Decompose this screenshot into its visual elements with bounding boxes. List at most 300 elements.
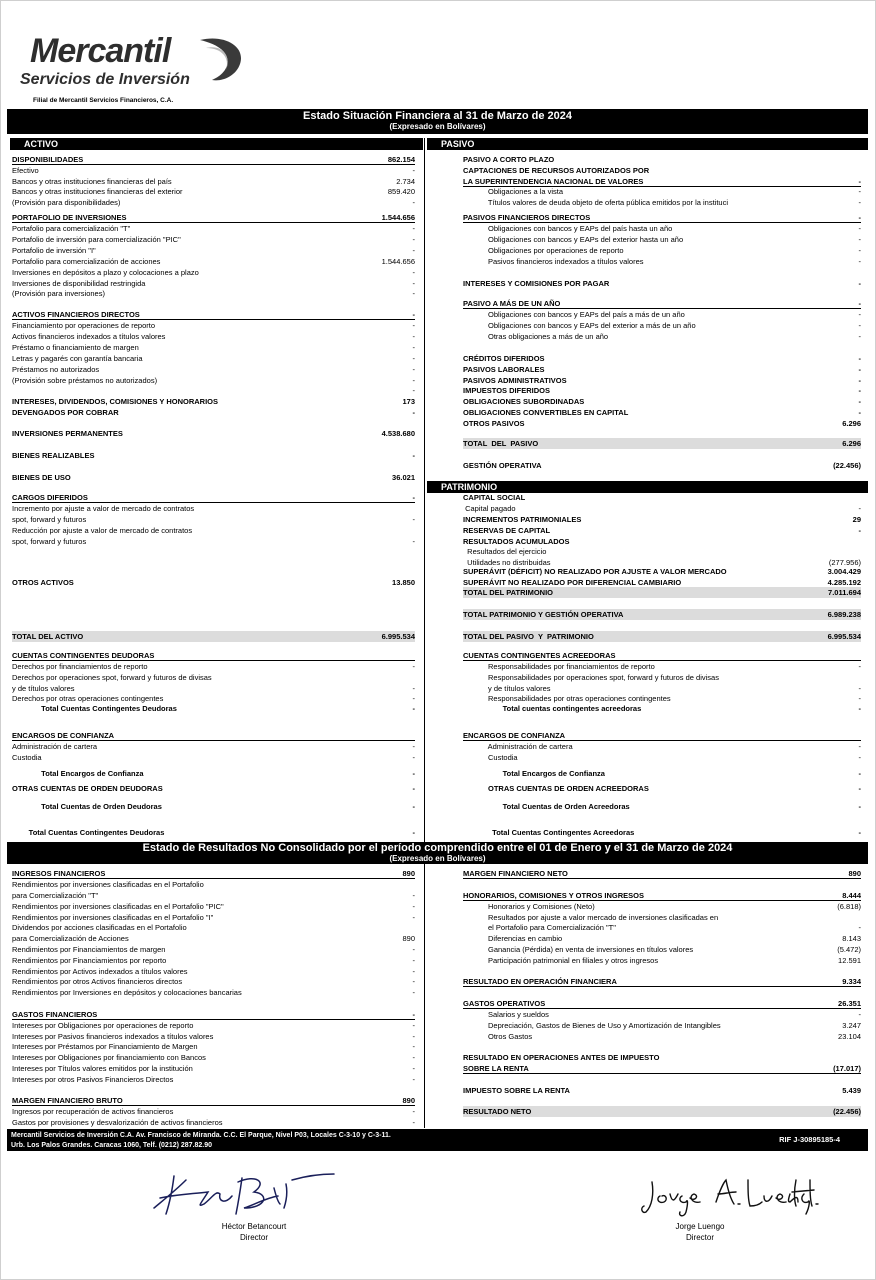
statement-row	[463, 1009, 861, 1020]
statement-row	[463, 631, 861, 642]
row-label: Dividendos por acciones clasificadas en el Portafolio	[12, 923, 187, 932]
row-value: 9.334	[842, 977, 861, 986]
statement-row	[463, 768, 861, 779]
row-value: 5.439	[842, 1086, 861, 1095]
row-label: Derechos por otras operaciones contingentes	[12, 694, 164, 703]
statement-row	[12, 223, 415, 234]
statement-row	[463, 901, 861, 912]
row-value: 4.538.680	[381, 429, 415, 438]
row-label: Obligaciones por operaciones de reporto	[463, 246, 624, 255]
statement-row	[463, 1085, 861, 1096]
balance-title: Estado Situación Financiera al 31 de Marzo de 2024	[303, 110, 572, 122]
row-value: (277.956)	[828, 558, 861, 567]
row-value: -	[858, 198, 861, 207]
row-label: Rendimientos por inversiones clasificadas en el Portafolio "PIC"	[12, 902, 224, 911]
row-value: 890	[402, 934, 415, 943]
statement-row	[463, 955, 861, 966]
row-label: IMPUESTO SOBRE LA RENTA	[463, 1086, 570, 1095]
row-value: -	[412, 769, 415, 778]
row-label: Intereses por Préstamos por Financiamiento de Margen	[12, 1042, 198, 1051]
row-value: -	[412, 354, 415, 363]
row-value: -	[858, 684, 861, 693]
row-label: Rendimientos por Financiamientos de margen	[12, 945, 166, 954]
row-value: -	[412, 802, 415, 811]
row-label: PASIVOS ADMINISTRATIVOS	[463, 376, 567, 385]
row-label: Otros Gastos	[463, 1032, 533, 1041]
statement-row	[12, 536, 415, 547]
row-value: -	[412, 321, 415, 330]
row-label: IMPUESTOS DIFERIDOS	[463, 386, 550, 395]
statement-row	[463, 661, 861, 672]
row-label: CUENTAS CONTINGENTES DEUDORAS	[12, 651, 155, 660]
row-label: PASIVO A CORTO PLAZO	[463, 155, 555, 164]
row-label: Intereses por Pasivos financieros indexados a títulos valores	[12, 1032, 214, 1041]
row-value: -	[412, 742, 415, 751]
statement-row	[12, 267, 415, 278]
row-value: -	[858, 504, 861, 513]
row-value: -	[412, 1075, 415, 1084]
row-label: spot, forward y futuros	[12, 537, 87, 546]
row-label: INVERSIONES PERMANENTES	[12, 429, 123, 438]
row-value: -	[858, 694, 861, 703]
row-label: SUPERÁVIT NO REALIZADO POR DIFERENCIAL CAMBIARIO	[463, 578, 682, 587]
row-label: OTRAS CUENTAS DE ORDEN DEUDORAS	[12, 784, 163, 793]
statement-row	[12, 933, 415, 944]
row-value: -	[412, 537, 415, 546]
row-label: CAPTACIONES DE RECURSOS AUTORIZADOS POR	[463, 166, 650, 175]
row-label: GASTOS OPERATIVOS	[463, 999, 546, 1008]
row-label: RESULTADOS ACUMULADOS	[463, 537, 570, 546]
statement-row	[12, 514, 415, 525]
row-label: Responsabilidades por financiamientos de reporto	[463, 662, 655, 671]
row-value: -	[412, 279, 415, 288]
row-value: -	[412, 166, 415, 175]
statement-row	[12, 801, 415, 812]
statement-row	[463, 703, 861, 714]
row-value: 890	[848, 869, 861, 878]
row-value: 890	[402, 1096, 415, 1105]
row-label: CARGOS DIFERIDOS	[12, 493, 88, 502]
row-label: MARGEN FINANCIERO NETO	[463, 869, 568, 878]
row-value: -	[412, 515, 415, 524]
row-value: 859.420	[387, 187, 415, 196]
statement-row	[12, 396, 415, 407]
row-label: Resultados del ejercicio	[463, 547, 547, 556]
statement-row	[12, 1052, 415, 1063]
row-value: -	[858, 386, 861, 395]
statement-row	[12, 1041, 415, 1052]
row-value: (6.818)	[837, 902, 861, 911]
row-label: Rendimientos por inversiones clasificadas en el Portafolio "I"	[12, 913, 214, 922]
column-divider	[424, 138, 425, 842]
row-value: -	[858, 246, 861, 255]
row-label: RESULTADO NETO	[463, 1107, 532, 1116]
row-value: -	[412, 235, 415, 244]
row-label: RESULTADO EN OPERACIÓN FINANCIERA	[463, 977, 617, 986]
statement-row	[463, 1052, 861, 1063]
row-value: -	[412, 913, 415, 922]
statement-row	[463, 976, 861, 987]
row-label: TOTAL DEL PATRIMONIO	[463, 588, 553, 597]
row-label: SOBRE LA RENTA	[463, 1064, 529, 1073]
row-label: Honorarios y Comisiones (Neto)	[463, 902, 595, 911]
row-label: OTRAS CUENTAS DE ORDEN ACREEDORAS	[463, 784, 649, 793]
statement-row	[12, 525, 415, 536]
row-value: -	[412, 198, 415, 207]
row-label: Resultados por ajuste a valor mercado de inversiones clasificadas en	[463, 913, 719, 922]
row-value: -	[858, 235, 861, 244]
row-label: y de títulos valores	[463, 684, 551, 693]
row-label: RESERVAS DE CAPITAL	[463, 526, 551, 535]
row-value: -	[858, 408, 861, 417]
row-label: el Portafolio para Comercialización "T"	[463, 923, 616, 932]
row-value: 13.850	[392, 578, 415, 587]
row-label: Intereses por Obligaciones por financiamiento con Bancos	[12, 1053, 206, 1062]
statement-row	[463, 827, 861, 838]
row-label: Portafolio de inversión para comercialización "PIC"	[12, 235, 181, 244]
row-label: Total Cuentas Contingentes Deudoras	[12, 828, 165, 837]
row-value: 3.247	[842, 1021, 861, 1030]
row-value: 173	[402, 397, 415, 406]
row-value: 23.104	[838, 1032, 861, 1041]
statement-row	[12, 154, 415, 165]
row-label: Responsabilidades por otras operaciones contingentes	[463, 694, 671, 703]
row-label: Préstamos no autorizados	[12, 365, 100, 374]
statement-row	[12, 987, 415, 998]
statement-row	[12, 827, 415, 838]
statement-row	[12, 944, 415, 955]
statement-row	[12, 472, 415, 483]
row-label: GASTOS FINANCIEROS	[12, 1010, 98, 1019]
row-label: Diferencias en cambio	[463, 934, 563, 943]
statement-row	[12, 1106, 415, 1117]
row-label: LA SUPERINTENDENCIA NACIONAL DE VALORES	[463, 177, 644, 186]
row-value: 6.995.534	[827, 632, 861, 641]
balance-subtitle: (Expresado en Bolívares)	[389, 121, 486, 131]
statement-row	[12, 741, 415, 752]
row-value: 8.444	[842, 891, 861, 900]
row-value: -	[412, 1064, 415, 1073]
row-value: -	[412, 684, 415, 693]
row-label: DEVENGADOS POR COBRAR	[12, 408, 119, 417]
statement-row	[463, 998, 861, 1009]
row-label: para Comercialización "T"	[12, 891, 99, 900]
statement-row	[12, 245, 415, 256]
row-value: -	[412, 310, 415, 319]
row-value: 3.004.429	[827, 567, 861, 576]
row-value: 6.995.534	[381, 632, 415, 641]
row-label: OTROS ACTIVOS	[12, 578, 74, 587]
statement-row	[12, 1095, 415, 1106]
footer-address-line1: Mercantil Servicios de Inversión C.A. Av. Francisco de Miranda. C.C. El Parque, Nivel P03, Locales C-3-10 y C-3-11.	[11, 1132, 391, 1139]
row-value: -	[858, 662, 861, 671]
row-value: -	[412, 988, 415, 997]
row-label: PORTAFOLIO DE INVERSIONES	[12, 213, 127, 222]
brand-logo-text: Mercantil	[30, 32, 171, 70]
statement-row	[12, 186, 415, 197]
statement-row	[463, 1031, 861, 1042]
row-label: Administración de cartera	[463, 742, 573, 751]
row-value: -	[858, 321, 861, 330]
row-label: TOTAL PATRIMONIO Y GESTIÓN OPERATIVA	[463, 610, 624, 619]
statement-row	[463, 783, 861, 794]
statement-row	[463, 1106, 861, 1117]
statement-row	[12, 768, 415, 779]
statement-row	[12, 631, 415, 642]
row-label: BIENES REALIZABLES	[12, 451, 95, 460]
row-label: Ganancia (Pérdida) en venta de inversiones en títulos valores	[463, 945, 694, 954]
row-value: -	[412, 977, 415, 986]
statement-row	[12, 730, 415, 741]
statement-row	[463, 730, 861, 741]
brand-swoosh-icon	[196, 36, 246, 82]
row-value: 4.285.192	[827, 578, 861, 587]
row-value: -	[412, 408, 415, 417]
statement-row	[463, 1020, 861, 1031]
row-value: -	[412, 945, 415, 954]
row-value: 1.544.656	[381, 257, 415, 266]
row-value: 7.011.694	[828, 588, 861, 597]
statement-row	[463, 438, 861, 449]
row-label: Títulos valores de deuda objeto de oferta pública emitidos por la instituci	[463, 198, 729, 207]
statement-row	[12, 492, 415, 503]
row-label: Rendimientos por Activos indexados a títulos valores	[12, 967, 188, 976]
row-label: Portafolio para comercialización de acciones	[12, 257, 161, 266]
row-value: (22.456)	[833, 1107, 861, 1116]
statement-row	[463, 396, 861, 407]
signature-name-2: Jorge Luengo	[675, 1222, 725, 1231]
row-label: Rendimientos por Inversiones en depósitos y colocaciones bancarias	[12, 988, 242, 997]
row-value: -	[412, 956, 415, 965]
row-value: -	[412, 1107, 415, 1116]
statement-row	[463, 609, 861, 620]
activo-header: ACTIVO	[10, 138, 423, 150]
row-label: Inversiones de disponibilidad restringida	[12, 279, 146, 288]
row-value: -	[412, 246, 415, 255]
row-label: Rendimientos por inversiones clasificadas en el Portafolio	[12, 880, 204, 889]
brand-subtitle: Servicios de Inversión	[20, 71, 190, 88]
row-value: -	[858, 704, 861, 713]
row-value: 6.296	[842, 439, 861, 448]
row-value: -	[858, 177, 861, 186]
row-label: Custodia	[12, 753, 42, 762]
row-label: DISPONIBILIDADES	[12, 155, 84, 164]
statement-row	[12, 212, 415, 223]
row-label: Incremento por ajuste a valor de mercado de contratos	[12, 504, 195, 513]
statement-row	[463, 672, 861, 683]
row-label: CRÉDITOS DIFERIDOS	[463, 354, 545, 363]
row-label: Total Encargos de Confianza	[463, 769, 605, 778]
row-value: -	[858, 332, 861, 341]
statement-row	[12, 503, 415, 514]
results-subtitle: (Expresado en Bolívares)	[389, 853, 486, 863]
row-value: -	[858, 742, 861, 751]
row-label: INTERESES, DIVIDENDOS, COMISIONES Y HONORARIOS	[12, 397, 219, 406]
row-value: -	[412, 967, 415, 976]
statement-row	[12, 288, 415, 299]
statement-row	[463, 165, 861, 176]
row-label: Utilidades no distribuidas	[463, 558, 551, 567]
row-value: 862.154	[387, 155, 415, 164]
statement-row	[463, 741, 861, 752]
row-label: CAPITAL SOCIAL	[463, 493, 526, 502]
statement-row	[12, 955, 415, 966]
row-label: Letras y pagarés con garantía bancaria	[12, 354, 143, 363]
row-value: -	[412, 1042, 415, 1051]
row-label: Intereses por Títulos valores emitidos por la institución	[12, 1064, 193, 1073]
statement-row	[12, 234, 415, 245]
statement-row	[12, 353, 415, 364]
statement-row	[463, 331, 861, 342]
row-value: -	[858, 923, 861, 932]
row-value: -	[412, 891, 415, 900]
row-value: 1.544.656	[381, 213, 415, 222]
row-value: -	[412, 1053, 415, 1062]
row-value: 26.351	[838, 999, 861, 1008]
row-label: Obligaciones con bancos y EAPs del exterior hasta un año	[463, 235, 684, 244]
statement-row	[12, 672, 415, 683]
row-value: 6.296	[842, 419, 861, 428]
row-label: para Comercialización de Acciones	[12, 934, 129, 943]
statement-row	[12, 407, 415, 418]
statement-row	[463, 503, 861, 514]
row-value: -	[858, 397, 861, 406]
row-label: Bancos y otras instituciones financieras del país	[12, 177, 172, 186]
row-value: -	[412, 828, 415, 837]
row-label: Capital pagado	[463, 504, 516, 513]
statement-row	[12, 1074, 415, 1085]
row-label: Efectivo	[12, 166, 39, 175]
row-value: 6.989.238	[827, 610, 861, 619]
statement-row	[12, 1020, 415, 1031]
statement-row	[463, 256, 861, 267]
row-label: OBLIGACIONES SUBORDINADAS	[463, 397, 585, 406]
row-label: PASIVOS LABORALES	[463, 365, 545, 374]
row-label: SUPERÁVIT (DÉFICIT) NO REALIZADO POR AJUSTE A VALOR MERCADO	[463, 567, 727, 576]
row-value: -	[858, 1010, 861, 1019]
column-divider	[424, 864, 425, 1128]
row-label: Bancos y otras instituciones financieras del exterior	[12, 187, 183, 196]
row-label: INGRESOS FINANCIEROS	[12, 869, 106, 878]
row-label: Gastos por provisiones y desvalorización de activos financieros	[12, 1118, 223, 1127]
row-label: BIENES DE USO	[12, 473, 71, 482]
row-label: Obligaciones con bancos y EAPs del exterior a más de un año	[463, 321, 696, 330]
statement-row	[463, 922, 861, 933]
statement-row	[463, 460, 861, 471]
statement-row	[12, 428, 415, 439]
row-label: Derechos por financiamientos de reporto	[12, 662, 148, 671]
statement-row	[463, 245, 861, 256]
row-value: -	[412, 902, 415, 911]
row-label: TOTAL DEL PASIVO	[463, 439, 539, 448]
row-value: 890	[402, 869, 415, 878]
statement-row	[12, 256, 415, 267]
row-label: y de títulos valores	[12, 684, 75, 693]
footer-address-line2: Urb. Los Palos Grandes. Caracas 1060, Telf. (0212) 287.82.90	[11, 1141, 213, 1149]
row-value: -	[858, 784, 861, 793]
row-value: 12.591	[838, 956, 861, 965]
row-label: Responsabilidades por operaciones spot, forward y futuros de divisas	[463, 673, 719, 682]
row-label: (Provisión para inversiones)	[12, 289, 105, 298]
row-label: Otras obligaciones a más de un año	[463, 332, 609, 341]
row-value: -	[412, 662, 415, 671]
statement-row	[12, 901, 415, 912]
row-label: TOTAL DEL PASIVO Y PATRIMONIO	[463, 632, 594, 641]
row-value: -	[858, 213, 861, 222]
row-label: Total Cuentas Contingentes Deudoras	[12, 704, 177, 713]
statement-row	[463, 234, 861, 245]
row-value: -	[858, 187, 861, 196]
row-label: Obligaciones a la vista	[463, 187, 564, 196]
statement-row	[12, 783, 415, 794]
row-value: -	[858, 376, 861, 385]
row-label: Derechos por operaciones spot, forward y futuros de divisas	[12, 673, 212, 682]
row-value: -	[858, 224, 861, 233]
row-value: -	[412, 451, 415, 460]
statement-row	[12, 922, 415, 933]
row-label: Obligaciones con bancos y EAPs del país a más de un año	[463, 310, 685, 319]
statement-row	[463, 320, 861, 331]
statement-row	[12, 450, 415, 461]
statement-row	[463, 566, 861, 577]
statement-row	[12, 976, 415, 987]
statement-row	[463, 525, 861, 536]
row-value: -	[858, 802, 861, 811]
signature-hector	[146, 1168, 346, 1222]
row-label: Ingresos por recuperación de activos financieros	[12, 1107, 174, 1116]
row-value: 8.143	[842, 934, 861, 943]
row-label: MARGEN FINANCIERO BRUTO	[12, 1096, 123, 1105]
statement-row	[12, 364, 415, 375]
statement-row	[463, 197, 861, 208]
statement-row	[12, 890, 415, 901]
results-title: Estado de Resultados No Consolidado por el período comprendido entre el 01 de Enero y el 31 de Marzo de 2024	[142, 842, 733, 854]
row-label: TOTAL DEL ACTIVO	[12, 632, 84, 641]
row-label: INCREMENTOS PATRIMONIALES	[463, 515, 582, 524]
statement-row	[463, 944, 861, 955]
statement-row	[12, 165, 415, 176]
statement-row	[463, 650, 861, 661]
row-value: -	[858, 354, 861, 363]
statement-row	[463, 546, 861, 557]
statement-row	[463, 364, 861, 375]
row-value: -	[858, 828, 861, 837]
signature-jorge	[640, 1172, 820, 1222]
row-label: Pasivos financieros indexados a títulos valores	[463, 257, 644, 266]
row-value: 36.021	[392, 473, 415, 482]
statement-row	[463, 890, 861, 901]
statement-row	[463, 278, 861, 289]
statement-row	[12, 752, 415, 763]
row-label: Participación patrimonial en filiales y otros ingresos	[463, 956, 659, 965]
row-label: OBLIGACIONES CONVERTIBLES EN CAPITAL	[463, 408, 629, 417]
row-value: -	[412, 1021, 415, 1030]
row-label: (Provisión sobre préstamos no autorizados)	[12, 376, 158, 385]
row-value: -	[412, 343, 415, 352]
row-value: -	[412, 332, 415, 341]
row-label: (Provisión para disponibilidades)	[12, 198, 121, 207]
row-value: -	[412, 704, 415, 713]
row-value: -	[412, 694, 415, 703]
row-label: PASIVO A MÁS DE UN AÑO	[463, 299, 561, 308]
row-label: Activos financieros indexados a títulos valores	[12, 332, 166, 341]
row-label: Rendimientos por Financiamientos por reporto	[12, 956, 167, 965]
statement-row	[12, 1009, 415, 1020]
statement-row	[463, 868, 861, 879]
statement-row	[12, 1063, 415, 1074]
statement-row	[463, 309, 861, 320]
row-label: Custodia	[463, 753, 518, 762]
